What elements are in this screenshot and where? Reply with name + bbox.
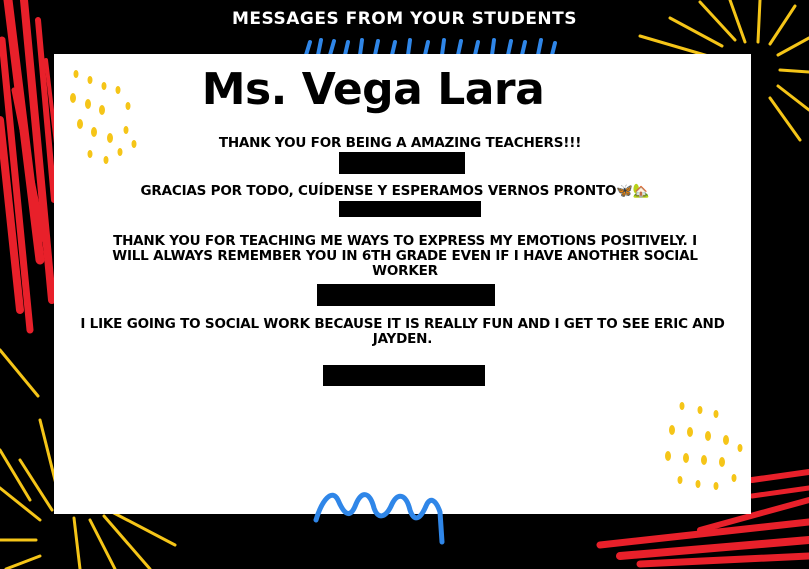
redaction-bar-4	[323, 365, 485, 386]
teacher-name: Ms. Vega Lara	[201, 64, 545, 115]
header-title: MESSAGES FROM YOUR STUDENTS	[231, 9, 578, 29]
message-3: THANK YOU FOR TEACHING ME WAYS TO EXPRESS MY EMOTIONS POSITIVELY. I WILL ALWAYS REMEMBER YOU IN 6TH GRADE EVEN IF I HAVE ANOTHER SOCIAL WORKER	[112, 233, 698, 279]
message-2-text: GRACIAS POR TODO, CUÍDENSE Y ESPERAMOS VERNOS PRONTO	[140, 183, 617, 199]
message-1: THANK YOU FOR BEING A AMAZING TEACHERS!!!	[218, 135, 582, 151]
redaction-bar-2	[339, 201, 481, 217]
redaction-bar-1	[339, 152, 465, 174]
butterfly-house-emoji: 🦋🏡	[616, 183, 650, 199]
yellow-dots-bottom-right	[665, 402, 743, 490]
message-4: I LIKE GOING TO SOCIAL WORK BECAUSE IT IS REALLY FUN AND I GET TO SEE ERIC AND JAYDEN.	[80, 316, 725, 347]
redaction-bar-3	[317, 284, 495, 306]
message-2	[50, 184, 740, 199]
blue-squiggle	[316, 495, 442, 542]
